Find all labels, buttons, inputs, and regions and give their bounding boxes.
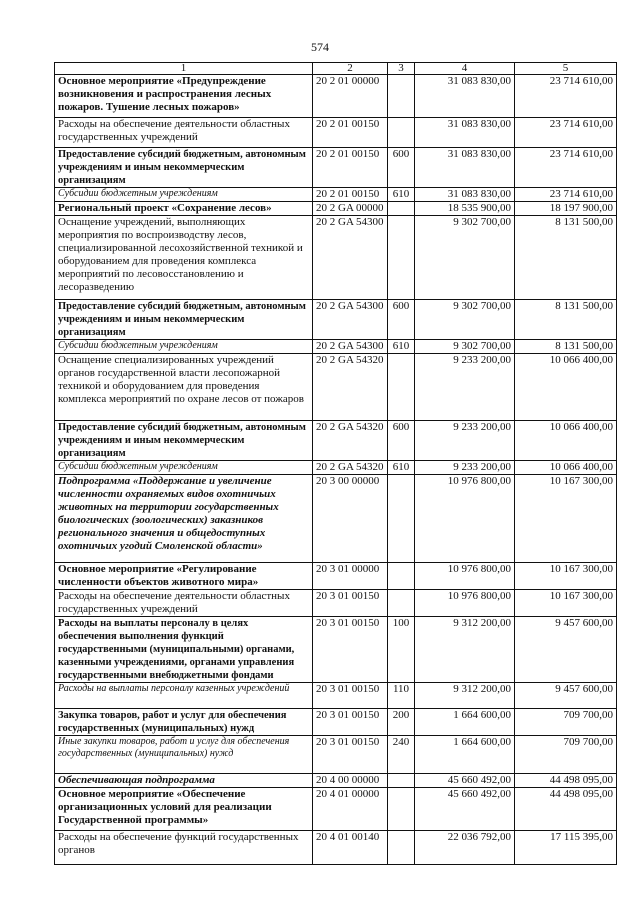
row-amount-year-2: 10 167 300,00 (515, 563, 617, 590)
row-amount-year-2: 709 700,00 (515, 709, 617, 736)
row-expense-type (388, 831, 415, 865)
row-name: Основное мероприятие «Обеспечение организационных условий для реализации Государственной программы» (55, 788, 313, 831)
row-expense-type (388, 774, 415, 788)
table-row (55, 590, 617, 617)
table-row (55, 788, 617, 831)
table-row (55, 683, 617, 709)
row-code: 20 2 01 00150 (313, 148, 388, 188)
row-code: 20 3 01 00150 (313, 590, 388, 617)
row-code: 20 2 GA 54320 (313, 354, 388, 421)
row-name: Расходы на обеспечение деятельности областных государственных учреждений (55, 118, 313, 148)
table-row (55, 118, 617, 148)
row-expense-type: 610 (388, 340, 415, 354)
table-row (55, 475, 617, 563)
table-row (55, 736, 617, 774)
row-name: Оснащение специализированных учреждений органов государственной власти лесопожарной техникой и оборудованием для проведения комплекса мероприятий по охране лесов от пожаров (55, 354, 313, 421)
table-header-row (55, 63, 617, 75)
row-expense-type: 610 (388, 188, 415, 202)
row-code: 20 3 00 00000 (313, 475, 388, 563)
row-name: Предоставление субсидий бюджетным, автономным учреждениям и иным некоммерческим организациям (55, 300, 313, 340)
row-name: Расходы на выплаты персоналу казенных учреждений (55, 683, 313, 709)
row-name: Региональный проект «Сохранение лесов» (55, 202, 313, 216)
row-amount-year-2: 8 131 500,00 (515, 340, 617, 354)
row-expense-type: 200 (388, 709, 415, 736)
row-code: 20 3 01 00150 (313, 683, 388, 709)
row-amount-year-2: 17 115 395,00 (515, 831, 617, 865)
row-amount-year-2: 18 197 900,00 (515, 202, 617, 216)
row-amount-year-1: 9 233 200,00 (415, 421, 515, 461)
row-code: 20 2 GA 54320 (313, 421, 388, 461)
column-header-2: 2 (313, 63, 388, 75)
row-name: Предоставление субсидий бюджетным, автономным учреждениям и иным некоммерческим организациям (55, 148, 313, 188)
row-expense-type (388, 590, 415, 617)
column-header-4: 4 (415, 63, 515, 75)
row-code: 20 2 GA 54320 (313, 461, 388, 475)
row-expense-type: 600 (388, 300, 415, 340)
row-code: 20 4 00 00000 (313, 774, 388, 788)
row-amount-year-1: 1 664 600,00 (415, 709, 515, 736)
table-row (55, 421, 617, 461)
row-code: 20 2 GA 54300 (313, 300, 388, 340)
row-code: 20 3 01 00150 (313, 617, 388, 683)
row-amount-year-1: 31 083 830,00 (415, 148, 515, 188)
row-amount-year-2: 23 714 610,00 (515, 148, 617, 188)
row-name: Расходы на выплаты персоналу в целях обеспечения выполнения функций государственными (муниципальными) органами, казенными учреждениями, органами управления государственными внебюджетными фондами (55, 617, 313, 683)
row-amount-year-2: 44 498 095,00 (515, 788, 617, 831)
row-amount-year-1: 22 036 792,00 (415, 831, 515, 865)
row-name: Оснащение учреждений, выполняющих мероприятия по воспроизводству лесов, специализированной лесохозяйственной техникой и оборудованием для проведения комплекса мероприятий по лесовосстановлению и лесоразведению (55, 216, 313, 300)
row-amount-year-1: 9 302 700,00 (415, 216, 515, 300)
row-amount-year-1: 9 312 200,00 (415, 683, 515, 709)
row-amount-year-2: 44 498 095,00 (515, 774, 617, 788)
row-code: 20 2 01 00150 (313, 118, 388, 148)
row-code: 20 2 GA 00000 (313, 202, 388, 216)
row-name: Основное мероприятие «Предупреждение возникновения и распространения лесных пожаров. Тушение лесных пожаров» (55, 75, 313, 118)
row-amount-year-1: 31 083 830,00 (415, 118, 515, 148)
row-expense-type: 600 (388, 148, 415, 188)
row-amount-year-2: 8 131 500,00 (515, 300, 617, 340)
row-amount-year-1: 10 976 800,00 (415, 563, 515, 590)
column-header-1: 1 (55, 63, 313, 75)
row-code: 20 3 01 00150 (313, 736, 388, 774)
row-amount-year-2: 10 066 400,00 (515, 354, 617, 421)
table-row (55, 188, 617, 202)
row-amount-year-2: 709 700,00 (515, 736, 617, 774)
row-amount-year-2: 23 714 610,00 (515, 188, 617, 202)
table-row (55, 831, 617, 865)
table-row (55, 563, 617, 590)
row-amount-year-2: 10 066 400,00 (515, 421, 617, 461)
row-name: Обеспечивающая подпрограмма (55, 774, 313, 788)
row-amount-year-1: 9 233 200,00 (415, 354, 515, 421)
row-name: Основное мероприятие «Регулирование численности объектов животного мира» (55, 563, 313, 590)
row-code: 20 4 01 00000 (313, 788, 388, 831)
table-row (55, 354, 617, 421)
table-row (55, 216, 617, 300)
row-code: 20 3 01 00150 (313, 709, 388, 736)
row-expense-type (388, 118, 415, 148)
row-amount-year-2: 10 066 400,00 (515, 461, 617, 475)
row-amount-year-1: 9 302 700,00 (415, 340, 515, 354)
row-expense-type: 110 (388, 683, 415, 709)
row-name: Предоставление субсидий бюджетным, автономным учреждениям и иным некоммерческим организациям (55, 421, 313, 461)
row-expense-type: 240 (388, 736, 415, 774)
row-expense-type: 100 (388, 617, 415, 683)
row-expense-type (388, 202, 415, 216)
row-amount-year-1: 45 660 492,00 (415, 774, 515, 788)
row-amount-year-1: 31 083 830,00 (415, 75, 515, 118)
row-name: Иные закупки товаров, работ и услуг для обеспечения государственных (муниципальных) нужд (55, 736, 313, 774)
table-row (55, 774, 617, 788)
row-name: Субсидии бюджетным учреждениям (55, 340, 313, 354)
row-name: Субсидии бюджетным учреждениям (55, 461, 313, 475)
row-amount-year-1: 9 233 200,00 (415, 461, 515, 475)
row-expense-type: 610 (388, 461, 415, 475)
row-expense-type: 600 (388, 421, 415, 461)
page-number: 574 (311, 40, 329, 54)
column-header-3: 3 (388, 63, 415, 75)
row-expense-type (388, 788, 415, 831)
row-amount-year-2: 23 714 610,00 (515, 118, 617, 148)
row-name: Подпрограмма «Поддержание и увеличение численности охраняемых видов охотничьих животных на территории государственных биологических (зоологических) заказников регионального значения и общедоступных охотничьих угодий Смоленской области» (55, 475, 313, 563)
row-amount-year-1: 1 664 600,00 (415, 736, 515, 774)
row-expense-type (388, 75, 415, 118)
row-name: Закупка товаров, работ и услуг для обеспечения государственных (муниципальных) нужд (55, 709, 313, 736)
budget-table (54, 62, 617, 865)
column-header-5: 5 (515, 63, 617, 75)
table-row (55, 617, 617, 683)
row-code: 20 2 GA 54300 (313, 216, 388, 300)
row-code: 20 4 01 00140 (313, 831, 388, 865)
row-amount-year-1: 9 312 200,00 (415, 617, 515, 683)
row-code: 20 2 01 00000 (313, 75, 388, 118)
row-code: 20 2 01 00150 (313, 188, 388, 202)
table-row (55, 709, 617, 736)
row-amount-year-1: 18 535 900,00 (415, 202, 515, 216)
row-amount-year-1: 45 660 492,00 (415, 788, 515, 831)
table-row (55, 75, 617, 118)
row-amount-year-2: 8 131 500,00 (515, 216, 617, 300)
row-amount-year-2: 10 167 300,00 (515, 475, 617, 563)
row-code: 20 3 01 00000 (313, 563, 388, 590)
row-expense-type (388, 216, 415, 300)
table-row (55, 202, 617, 216)
row-amount-year-1: 10 976 800,00 (415, 590, 515, 617)
table-row (55, 340, 617, 354)
row-expense-type (388, 475, 415, 563)
row-amount-year-1: 10 976 800,00 (415, 475, 515, 563)
row-amount-year-2: 23 714 610,00 (515, 75, 617, 118)
row-name: Расходы на обеспечение деятельности областных государственных учреждений (55, 590, 313, 617)
row-amount-year-1: 31 083 830,00 (415, 188, 515, 202)
table-row (55, 461, 617, 475)
row-expense-type (388, 354, 415, 421)
row-name: Субсидии бюджетным учреждениям (55, 188, 313, 202)
table-row (55, 148, 617, 188)
row-amount-year-2: 9 457 600,00 (515, 683, 617, 709)
row-amount-year-2: 10 167 300,00 (515, 590, 617, 617)
row-expense-type (388, 563, 415, 590)
row-name: Расходы на обеспечение функций государственных органов (55, 831, 313, 865)
row-amount-year-2: 9 457 600,00 (515, 617, 617, 683)
table-row (55, 300, 617, 340)
row-amount-year-1: 9 302 700,00 (415, 300, 515, 340)
row-code: 20 2 GA 54300 (313, 340, 388, 354)
